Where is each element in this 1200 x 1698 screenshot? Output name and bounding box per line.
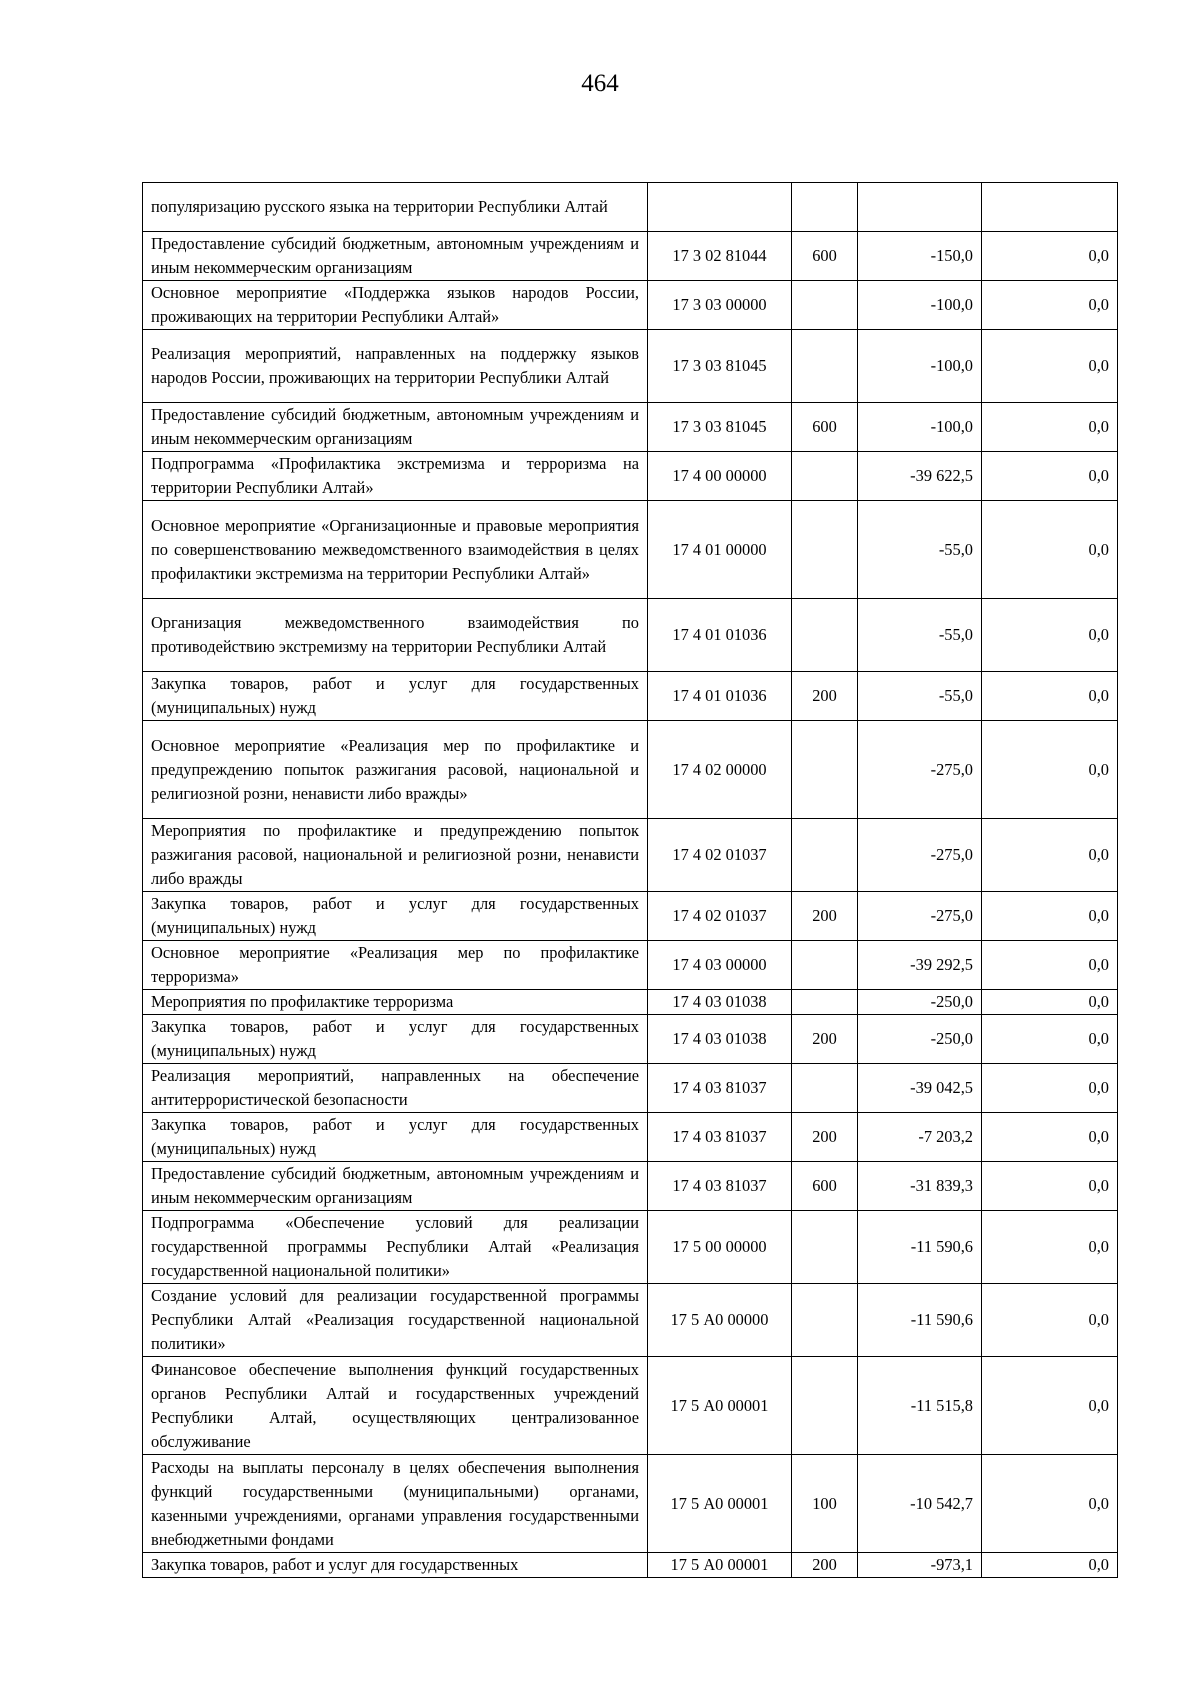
row-amount2-cell: 0,0: [982, 599, 1118, 672]
row-name-cell: Предоставление субсидий бюджетным, автономным учреждениям и иным некоммерческим организациям: [143, 232, 648, 281]
row-amount-cell: -100,0: [858, 281, 982, 330]
row-amount-cell: -55,0: [858, 599, 982, 672]
row-amount-cell: -250,0: [858, 1015, 982, 1064]
row-name-cell: Создание условий для реализации государственной программы Республики Алтай «Реализация государственной национальной политики»: [143, 1284, 648, 1357]
row-name-cell: Подпрограмма «Профилактика экстремизма и терроризма на территории Республики Алтай»: [143, 452, 648, 501]
table-row: [143, 599, 1118, 672]
row-amount-cell: -275,0: [858, 721, 982, 819]
row-type-cell: [792, 599, 858, 672]
row-code-cell: 17 5 А0 00001: [648, 1553, 792, 1578]
row-type-cell: [792, 1064, 858, 1113]
row-amount2-cell: 0,0: [982, 1284, 1118, 1357]
row-code-cell: 17 4 03 81037: [648, 1113, 792, 1162]
row-amount-cell: [858, 183, 982, 232]
row-name-cell: Подпрограмма «Обеспечение условий для реализации государственной программы Республики Алтай «Реализация государственной национальной политики»: [143, 1211, 648, 1284]
budget-table-body: [143, 183, 1118, 1578]
table-row: [143, 1455, 1118, 1553]
row-amount-cell: -39 622,5: [858, 452, 982, 501]
row-name-cell: Закупка товаров, работ и услуг для государственных (муниципальных) нужд: [143, 1015, 648, 1064]
row-amount2-cell: 0,0: [982, 1162, 1118, 1211]
row-type-cell: 200: [792, 1015, 858, 1064]
row-name-cell: Предоставление субсидий бюджетным, автономным учреждениям и иным некоммерческим организациям: [143, 1162, 648, 1211]
row-type-cell: 200: [792, 672, 858, 721]
row-amount-cell: -100,0: [858, 330, 982, 403]
table-row: [143, 1113, 1118, 1162]
row-amount2-cell: 0,0: [982, 501, 1118, 599]
row-type-cell: 200: [792, 1113, 858, 1162]
table-row: [143, 281, 1118, 330]
row-type-cell: 100: [792, 1455, 858, 1553]
row-type-cell: [792, 452, 858, 501]
table-row: [143, 1015, 1118, 1064]
row-code-cell: 17 3 02 81044: [648, 232, 792, 281]
row-amount2-cell: 0,0: [982, 1357, 1118, 1455]
row-name-cell: Организация межведомственного взаимодействия по противодействию экстремизму на территории Республики Алтай: [143, 599, 648, 672]
row-amount-cell: -55,0: [858, 672, 982, 721]
row-code-cell: 17 5 00 00000: [648, 1211, 792, 1284]
row-name-cell: Закупка товаров, работ и услуг для государственных (муниципальных) нужд: [143, 1113, 648, 1162]
row-amount-cell: -973,1: [858, 1553, 982, 1578]
row-code-cell: 17 5 А0 00001: [648, 1455, 792, 1553]
page-number: 464: [581, 70, 619, 97]
row-name-cell: Закупка товаров, работ и услуг для государственных (муниципальных) нужд: [143, 672, 648, 721]
table-row: [143, 819, 1118, 892]
row-name-cell: популяризацию русского языка на территории Республики Алтай: [143, 183, 648, 232]
table-row: [143, 403, 1118, 452]
row-amount-cell: -10 542,7: [858, 1455, 982, 1553]
row-amount2-cell: 0,0: [982, 403, 1118, 452]
row-name-cell: Расходы на выплаты персоналу в целях обеспечения выполнения функций государственными (муниципальными) органами, казенными учреждениями, органами управления государственными внебюджетными фондами: [143, 1455, 648, 1553]
row-amount2-cell: 0,0: [982, 1553, 1118, 1578]
table-row: [143, 1064, 1118, 1113]
row-code-cell: 17 4 03 01038: [648, 990, 792, 1015]
row-type-cell: [792, 1357, 858, 1455]
row-type-cell: [792, 501, 858, 599]
table-row: [143, 501, 1118, 599]
row-type-cell: [792, 183, 858, 232]
row-type-cell: [792, 1284, 858, 1357]
table-row: [143, 1211, 1118, 1284]
table-row: [143, 1162, 1118, 1211]
row-code-cell: [648, 183, 792, 232]
row-type-cell: [792, 330, 858, 403]
row-type-cell: 600: [792, 232, 858, 281]
table-row: [143, 232, 1118, 281]
row-amount-cell: -55,0: [858, 501, 982, 599]
row-code-cell: 17 4 02 00000: [648, 721, 792, 819]
row-name-cell: Основное мероприятие «Организационные и правовые мероприятия по совершенствованию межведомственного взаимодействия в целях профилактики экстремизма на территории Республики Алтай»: [143, 501, 648, 599]
row-code-cell: 17 4 03 01038: [648, 1015, 792, 1064]
row-type-cell: [792, 819, 858, 892]
row-code-cell: 17 4 01 00000: [648, 501, 792, 599]
row-type-cell: 600: [792, 1162, 858, 1211]
table-row: [143, 892, 1118, 941]
row-type-cell: [792, 941, 858, 990]
table-row: [143, 672, 1118, 721]
row-code-cell: 17 3 03 00000: [648, 281, 792, 330]
row-name-cell: Закупка товаров, работ и услуг для государственных: [143, 1553, 648, 1578]
row-amount2-cell: 0,0: [982, 672, 1118, 721]
row-type-cell: [792, 281, 858, 330]
row-code-cell: 17 5 А0 00000: [648, 1284, 792, 1357]
table-row: [143, 1357, 1118, 1455]
row-amount-cell: -31 839,3: [858, 1162, 982, 1211]
row-code-cell: 17 3 03 81045: [648, 330, 792, 403]
row-amount2-cell: 0,0: [982, 330, 1118, 403]
row-amount-cell: -275,0: [858, 819, 982, 892]
row-code-cell: 17 4 03 81037: [648, 1162, 792, 1211]
table-row: [143, 183, 1118, 232]
row-code-cell: 17 4 00 00000: [648, 452, 792, 501]
row-amount2-cell: 0,0: [982, 1064, 1118, 1113]
row-code-cell: 17 4 01 01036: [648, 599, 792, 672]
table-row: [143, 721, 1118, 819]
row-amount2-cell: 0,0: [982, 452, 1118, 501]
row-type-cell: [792, 721, 858, 819]
row-amount2-cell: 0,0: [982, 892, 1118, 941]
row-amount2-cell: 0,0: [982, 1015, 1118, 1064]
row-amount2-cell: 0,0: [982, 232, 1118, 281]
row-code-cell: 17 4 01 01036: [648, 672, 792, 721]
row-type-cell: 600: [792, 403, 858, 452]
row-amount2-cell: 0,0: [982, 721, 1118, 819]
budget-table: [142, 182, 1118, 1578]
table-row: [143, 941, 1118, 990]
table-row: [143, 1284, 1118, 1357]
row-amount2-cell: [982, 183, 1118, 232]
row-code-cell: 17 4 02 01037: [648, 819, 792, 892]
row-code-cell: 17 4 02 01037: [648, 892, 792, 941]
row-amount-cell: -39 292,5: [858, 941, 982, 990]
table-row: [143, 330, 1118, 403]
row-type-cell: 200: [792, 892, 858, 941]
table-row: [143, 990, 1118, 1015]
row-amount2-cell: 0,0: [982, 819, 1118, 892]
table-row: [143, 1553, 1118, 1578]
table-row: [143, 452, 1118, 501]
row-amount2-cell: 0,0: [982, 1455, 1118, 1553]
row-amount-cell: -7 203,2: [858, 1113, 982, 1162]
row-amount2-cell: 0,0: [982, 1113, 1118, 1162]
row-amount2-cell: 0,0: [982, 941, 1118, 990]
row-name-cell: Основное мероприятие «Поддержка языков народов России, проживающих на территории Республики Алтай»: [143, 281, 648, 330]
row-code-cell: 17 3 03 81045: [648, 403, 792, 452]
row-code-cell: 17 4 03 00000: [648, 941, 792, 990]
row-amount2-cell: 0,0: [982, 1211, 1118, 1284]
row-name-cell: Предоставление субсидий бюджетным, автономным учреждениям и иным некоммерческим организациям: [143, 403, 648, 452]
row-name-cell: Мероприятия по профилактике терроризма: [143, 990, 648, 1015]
row-name-cell: Мероприятия по профилактике и предупреждению попыток разжигания расовой, национальной и религиозной розни, ненависти либо вражды: [143, 819, 648, 892]
row-code-cell: 17 5 А0 00001: [648, 1357, 792, 1455]
row-code-cell: 17 4 03 81037: [648, 1064, 792, 1113]
row-type-cell: [792, 990, 858, 1015]
row-amount-cell: -150,0: [858, 232, 982, 281]
row-type-cell: [792, 1211, 858, 1284]
row-amount-cell: -250,0: [858, 990, 982, 1015]
row-name-cell: Финансовое обеспечение выполнения функций государственных органов Республики Алтай и государственных учреждений Республики Алтай, осуществляющих централизованное обслуживание: [143, 1357, 648, 1455]
row-type-cell: 200: [792, 1553, 858, 1578]
row-amount-cell: -275,0: [858, 892, 982, 941]
row-name-cell: Основное мероприятие «Реализация мер по профилактике терроризма»: [143, 941, 648, 990]
row-amount-cell: -39 042,5: [858, 1064, 982, 1113]
row-amount-cell: -11 590,6: [858, 1211, 982, 1284]
row-name-cell: Реализация мероприятий, направленных на поддержку языков народов России, проживающих на территории Республики Алтай: [143, 330, 648, 403]
row-name-cell: Закупка товаров, работ и услуг для государственных (муниципальных) нужд: [143, 892, 648, 941]
row-amount-cell: -11 590,6: [858, 1284, 982, 1357]
row-amount-cell: -100,0: [858, 403, 982, 452]
row-name-cell: Основное мероприятие «Реализация мер по профилактике и предупреждению попыток разжигания расовой, национальной и религиозной розни, ненависти либо вражды»: [143, 721, 648, 819]
row-amount2-cell: 0,0: [982, 281, 1118, 330]
row-amount2-cell: 0,0: [982, 990, 1118, 1015]
row-name-cell: Реализация мероприятий, направленных на обеспечение антитеррористической безопасности: [143, 1064, 648, 1113]
row-amount-cell: -11 515,8: [858, 1357, 982, 1455]
